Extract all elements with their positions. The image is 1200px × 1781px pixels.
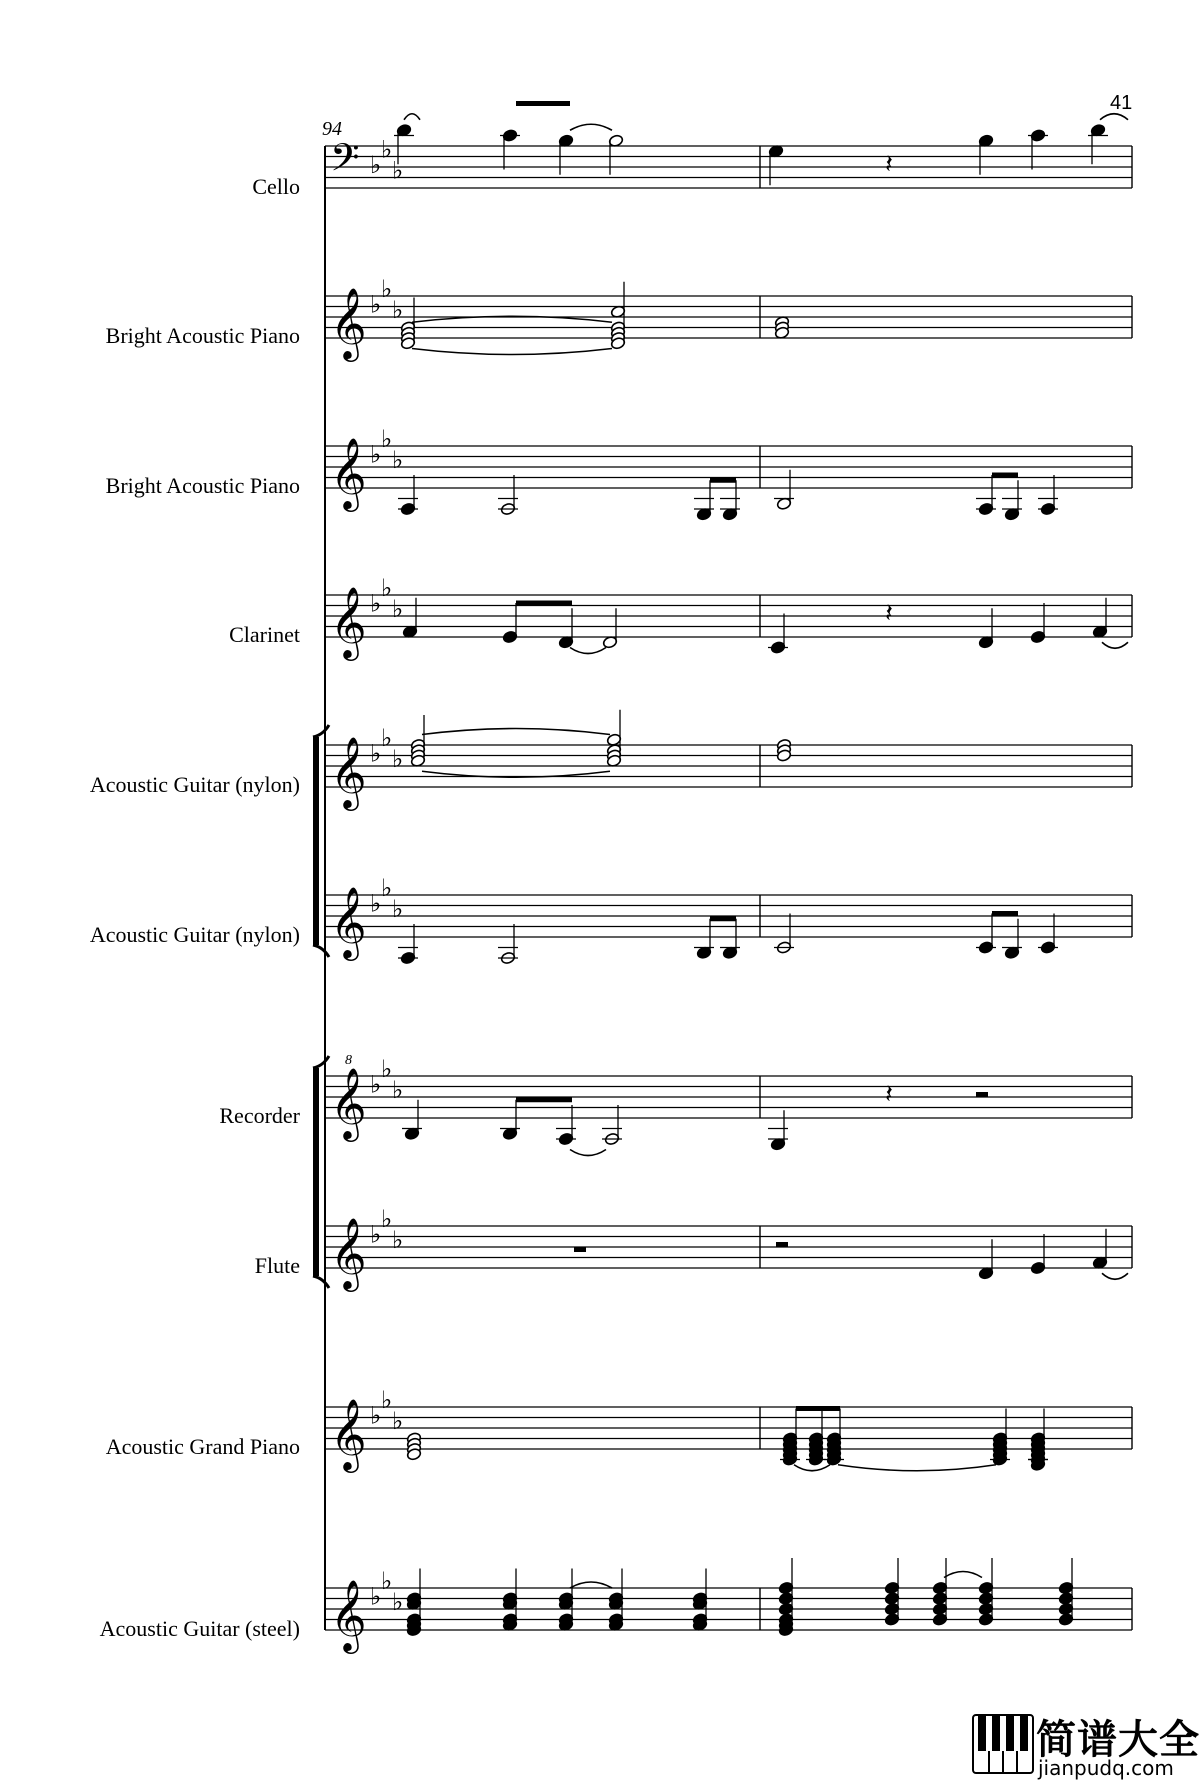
flat-sign: ♭ xyxy=(370,151,382,179)
tie xyxy=(944,1572,982,1578)
flat-sign: ♭ xyxy=(381,1204,393,1233)
staff-label-nylon-guitar-1: Acoustic Guitar (nylon) xyxy=(89,772,300,797)
staff-label-nylon-guitar-2: Acoustic Guitar (nylon) xyxy=(89,922,300,947)
staff-label-recorder: Recorder xyxy=(219,1103,300,1128)
tie xyxy=(570,648,606,654)
treble-clef-icon: 𝄞 xyxy=(330,585,367,658)
staff-bracket xyxy=(313,737,319,945)
flat-sign: ♭ xyxy=(392,1406,404,1435)
half-rest xyxy=(976,1092,988,1097)
flat-sign: ♭ xyxy=(370,1070,382,1099)
flat-sign: ♭ xyxy=(370,290,382,319)
quarter-rest: 𝄽 xyxy=(885,598,893,629)
flat-sign: ♭ xyxy=(381,424,393,453)
flat-sign: ♭ xyxy=(381,135,393,164)
staff-label-clarinet: Clarinet xyxy=(229,622,300,647)
tie xyxy=(794,1465,830,1471)
flat-sign: ♭ xyxy=(392,445,404,474)
bracket-hook xyxy=(313,1056,329,1068)
flat-sign: ♭ xyxy=(392,1225,404,1254)
flat-sign: ♭ xyxy=(370,1220,382,1249)
flat-sign: ♭ xyxy=(392,894,404,923)
flat-sign: ♭ xyxy=(381,1054,393,1083)
tie xyxy=(412,349,612,355)
bracket-hook xyxy=(313,725,329,737)
tie xyxy=(404,114,420,120)
flat-sign: ♭ xyxy=(381,873,393,902)
half-rest xyxy=(776,1242,788,1247)
treble-clef-icon: 𝄞 xyxy=(330,1216,367,1289)
flat-sign: ♭ xyxy=(370,739,382,768)
watermark-url: jianpudq.com xyxy=(1038,1756,1174,1780)
tie xyxy=(570,1582,612,1588)
tie xyxy=(838,1465,996,1471)
treble-clef-icon: 𝄞 xyxy=(330,436,367,509)
flat-sign: ♭ xyxy=(392,594,404,623)
tie xyxy=(570,1150,606,1156)
flat-sign: ♭ xyxy=(370,889,382,918)
watermark-logo xyxy=(972,1710,1200,1781)
flat-sign: ♭ xyxy=(381,1566,393,1595)
treble-clef-icon: 𝄞 xyxy=(330,735,367,808)
staff-bracket xyxy=(313,1068,319,1276)
flat-sign: ♭ xyxy=(392,1075,404,1104)
tie xyxy=(1102,642,1128,648)
treble-clef-icon: 𝄞 xyxy=(330,1397,367,1470)
staff-label-bright-piano-2: Bright Acoustic Piano xyxy=(105,473,300,498)
quarter-rest: 𝄽 xyxy=(885,149,893,180)
staff-label-bright-piano-1: Bright Acoustic Piano xyxy=(105,323,300,348)
flat-sign: ♭ xyxy=(370,440,382,469)
octave-mark: 8 xyxy=(345,1053,352,1068)
tie xyxy=(1102,1273,1128,1279)
treble-clef-icon: 𝄞 xyxy=(330,885,367,958)
flat-sign: ♭ xyxy=(381,723,393,752)
flat-sign: ♭ xyxy=(392,744,404,773)
flat-sign: ♭ xyxy=(381,573,393,602)
quarter-rest: 𝄽 xyxy=(885,1079,893,1110)
flat-sign: ♭ xyxy=(381,274,393,303)
staff-label-cello: Cello xyxy=(252,174,300,199)
page-number: 41 xyxy=(1110,92,1133,114)
treble-clef-icon: 𝄞 xyxy=(330,1066,367,1139)
flat-sign: ♭ xyxy=(370,589,382,618)
piano-keys-icon xyxy=(972,1714,1034,1774)
treble-clef-icon: 𝄞 xyxy=(330,286,367,359)
flat-sign: ♭ xyxy=(370,1401,382,1430)
flat-sign: ♭ xyxy=(381,1385,393,1414)
staff-label-flute: Flute xyxy=(254,1253,300,1278)
bracket-hook xyxy=(313,945,329,957)
flat-sign: ♭ xyxy=(392,295,404,324)
watermark-title: 简谱大全 xyxy=(1036,1717,1200,1763)
bass-clef-icon: 𝄢 xyxy=(330,135,360,189)
tie xyxy=(422,729,610,735)
staff-label-grand-piano: Acoustic Grand Piano xyxy=(105,1434,300,1459)
flat-sign: ♭ xyxy=(392,156,404,185)
tie xyxy=(570,124,612,130)
bracket-hook xyxy=(313,1276,329,1288)
staff-label-steel-guitar: Acoustic Guitar (steel) xyxy=(99,1616,300,1641)
measure-number: 94 xyxy=(322,118,342,140)
flat-sign: ♭ xyxy=(370,1582,382,1611)
whole-rest xyxy=(574,1247,586,1252)
flat-sign: ♭ xyxy=(392,1587,404,1616)
treble-clef-icon: 𝄞 xyxy=(330,1578,367,1651)
